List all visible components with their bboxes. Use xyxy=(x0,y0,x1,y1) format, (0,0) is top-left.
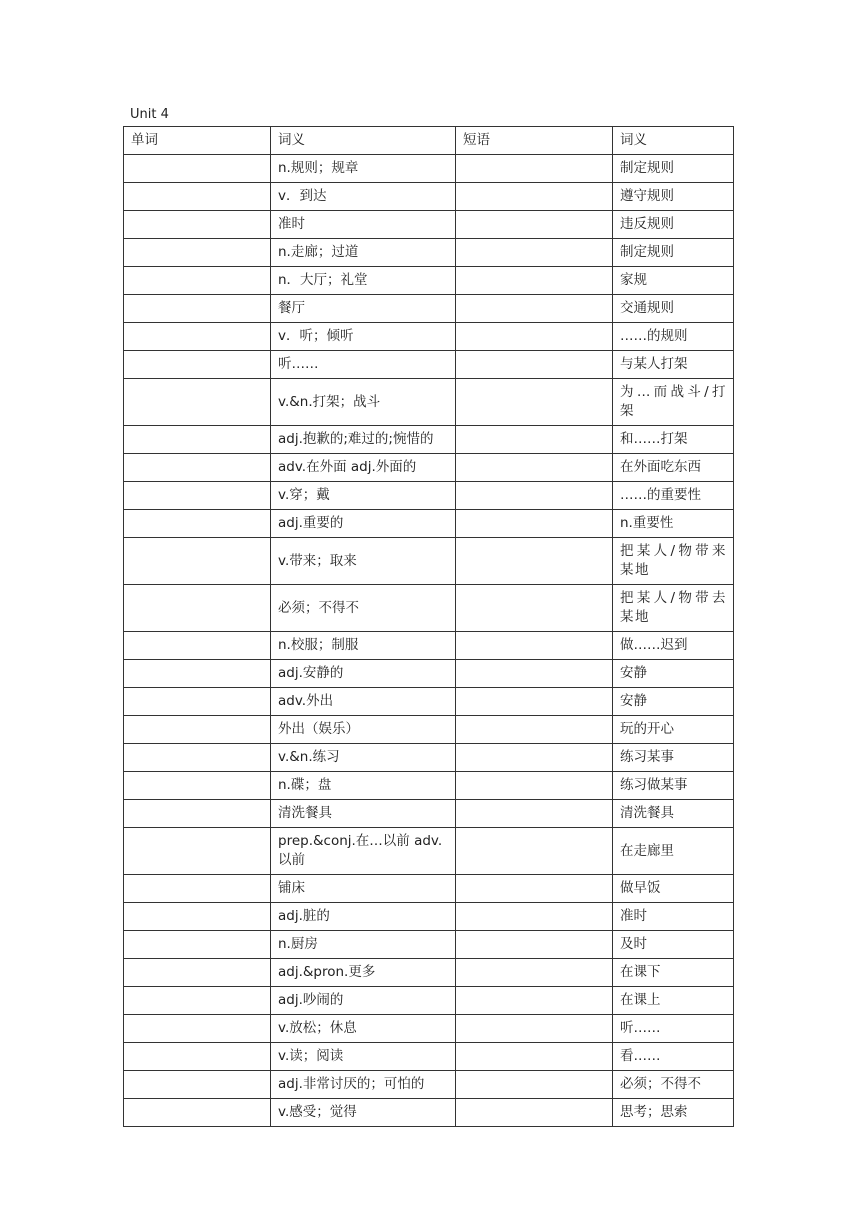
word-cell xyxy=(124,351,271,379)
meaning-cell: v.穿；戴 xyxy=(271,482,456,510)
word-cell xyxy=(124,585,271,632)
word-cell xyxy=(124,744,271,772)
phrase-cell xyxy=(456,426,613,454)
table-row xyxy=(124,585,734,632)
word-cell xyxy=(124,800,271,828)
phrase-meaning-cell: 交通规则 xyxy=(613,295,734,323)
phrase-cell xyxy=(456,772,613,800)
table-row xyxy=(124,688,734,716)
phrase-meaning-cell: 及时 xyxy=(613,931,734,959)
word-cell xyxy=(124,660,271,688)
phrase-meaning-cell: 做早饭 xyxy=(613,875,734,903)
phrase-cell xyxy=(456,454,613,482)
phrase-cell xyxy=(456,660,613,688)
phrase-meaning-cell: 练习做某事 xyxy=(613,772,734,800)
meaning-cell: v.带来；取来 xyxy=(271,538,456,585)
phrase-cell xyxy=(456,482,613,510)
phrase-cell xyxy=(456,744,613,772)
phrase-cell xyxy=(456,903,613,931)
phrase-cell xyxy=(456,1015,613,1043)
meaning-cell: 准时 xyxy=(271,211,456,239)
phrase-meaning-cell: 必须；不得不 xyxy=(613,1071,734,1099)
table-row xyxy=(124,183,734,211)
table-row xyxy=(124,454,734,482)
phrase-meaning-cell: n.重要性 xyxy=(613,510,734,538)
meaning-cell: adj.重要的 xyxy=(271,510,456,538)
word-cell xyxy=(124,903,271,931)
table-row xyxy=(124,1071,734,1099)
table-row xyxy=(124,828,734,875)
word-cell xyxy=(124,931,271,959)
header-phrase-meaning: 词义 xyxy=(613,127,734,155)
phrase-cell xyxy=(456,379,613,426)
phrase-cell xyxy=(456,875,613,903)
phrase-meaning-cell: ……的规则 xyxy=(613,323,734,351)
table-row xyxy=(124,1015,734,1043)
phrase-meaning-cell: 在走廊里 xyxy=(613,828,734,875)
meaning-cell: v.感受；觉得 xyxy=(271,1099,456,1127)
table-header-row xyxy=(124,127,734,155)
meaning-cell: v.放松；休息 xyxy=(271,1015,456,1043)
phrase-cell xyxy=(456,800,613,828)
phrase-cell xyxy=(456,716,613,744)
phrase-cell xyxy=(456,1099,613,1127)
table-row xyxy=(124,1099,734,1127)
word-cell xyxy=(124,239,271,267)
phrase-meaning-cell: 准时 xyxy=(613,903,734,931)
table-row xyxy=(124,482,734,510)
table-row xyxy=(124,903,734,931)
word-cell xyxy=(124,426,271,454)
word-cell xyxy=(124,454,271,482)
meaning-cell: adj.&pron.更多 xyxy=(271,959,456,987)
word-cell xyxy=(124,875,271,903)
meaning-cell: prep.&conj.在…以前 adv.以前 xyxy=(271,828,456,875)
word-cell xyxy=(124,772,271,800)
phrase-meaning-cell: 家规 xyxy=(613,267,734,295)
table-row xyxy=(124,510,734,538)
header-word: 单词 xyxy=(124,127,271,155)
meaning-cell: n.走廊；过道 xyxy=(271,239,456,267)
phrase-meaning-cell: 制定规则 xyxy=(613,155,734,183)
meaning-cell: 外出（娱乐） xyxy=(271,716,456,744)
table-row xyxy=(124,1043,734,1071)
word-cell xyxy=(124,987,271,1015)
meaning-cell: n.规则；规章 xyxy=(271,155,456,183)
word-cell xyxy=(124,323,271,351)
meaning-cell: v．听；倾听 xyxy=(271,323,456,351)
phrase-meaning-cell: 在课下 xyxy=(613,959,734,987)
phrase-meaning-cell: 看…… xyxy=(613,1043,734,1071)
phrase-cell xyxy=(456,632,613,660)
phrase-cell xyxy=(456,688,613,716)
phrase-cell xyxy=(456,183,613,211)
table-row xyxy=(124,351,734,379)
meaning-cell: adj.抱歉的;难过的;惋惜的 xyxy=(271,426,456,454)
phrase-meaning-cell: 在课上 xyxy=(613,987,734,1015)
phrase-cell xyxy=(456,959,613,987)
table-row xyxy=(124,632,734,660)
table-row xyxy=(124,800,734,828)
meaning-cell: n.校服；制服 xyxy=(271,632,456,660)
phrase-cell xyxy=(456,987,613,1015)
header-phrase: 短语 xyxy=(456,127,613,155)
table-row xyxy=(124,538,734,585)
word-cell xyxy=(124,1071,271,1099)
phrase-cell xyxy=(456,931,613,959)
phrase-meaning-cell: 为…而战斗/打架 xyxy=(613,379,734,426)
table-row xyxy=(124,239,734,267)
meaning-cell: v.读；阅读 xyxy=(271,1043,456,1071)
phrase-cell xyxy=(456,538,613,585)
vocabulary-rows xyxy=(124,155,734,1127)
table-row xyxy=(124,379,734,426)
meaning-cell: adj.吵闹的 xyxy=(271,987,456,1015)
word-cell xyxy=(124,267,271,295)
word-cell xyxy=(124,1015,271,1043)
phrase-cell xyxy=(456,239,613,267)
phrase-meaning-cell: 清洗餐具 xyxy=(613,800,734,828)
word-cell xyxy=(124,828,271,875)
meaning-cell: n.厨房 xyxy=(271,931,456,959)
phrase-cell xyxy=(456,1071,613,1099)
table-row xyxy=(124,426,734,454)
table-row xyxy=(124,295,734,323)
meaning-cell: 餐厅 xyxy=(271,295,456,323)
phrase-meaning-cell: 练习某事 xyxy=(613,744,734,772)
phrase-meaning-cell: 在外面吃东西 xyxy=(613,454,734,482)
meaning-cell: 清洗餐具 xyxy=(271,800,456,828)
word-cell xyxy=(124,959,271,987)
word-cell xyxy=(124,1099,271,1127)
word-cell xyxy=(124,295,271,323)
table-row xyxy=(124,323,734,351)
word-cell xyxy=(124,1043,271,1071)
word-cell xyxy=(124,510,271,538)
phrase-cell xyxy=(456,323,613,351)
meaning-cell: adj.脏的 xyxy=(271,903,456,931)
word-cell xyxy=(124,538,271,585)
unit-title: Unit 4 xyxy=(130,107,169,122)
phrase-meaning-cell: 与某人打架 xyxy=(613,351,734,379)
header-meaning: 词义 xyxy=(271,127,456,155)
phrase-cell xyxy=(456,267,613,295)
phrase-cell xyxy=(456,585,613,632)
word-cell xyxy=(124,716,271,744)
phrase-cell xyxy=(456,1043,613,1071)
table-row xyxy=(124,875,734,903)
meaning-cell: v．到达 xyxy=(271,183,456,211)
table-row xyxy=(124,211,734,239)
meaning-cell: 必须；不得不 xyxy=(271,585,456,632)
table-row xyxy=(124,716,734,744)
table-row xyxy=(124,744,734,772)
meaning-cell: adv.在外面 adj.外面的 xyxy=(271,454,456,482)
word-cell xyxy=(124,688,271,716)
phrase-meaning-cell: 把某人/物带去某地 xyxy=(613,585,734,632)
phrase-meaning-cell: 安静 xyxy=(613,688,734,716)
phrase-meaning-cell: 思考；思索 xyxy=(613,1099,734,1127)
phrase-meaning-cell: 把某人/物带来某地 xyxy=(613,538,734,585)
phrase-meaning-cell: 听…… xyxy=(613,1015,734,1043)
phrase-meaning-cell: ……的重要性 xyxy=(613,482,734,510)
phrase-meaning-cell: 做……迟到 xyxy=(613,632,734,660)
word-cell xyxy=(124,379,271,426)
word-cell xyxy=(124,183,271,211)
table-row xyxy=(124,267,734,295)
phrase-meaning-cell: 和……打架 xyxy=(613,426,734,454)
meaning-cell: v.&n.打架；战斗 xyxy=(271,379,456,426)
table-row xyxy=(124,931,734,959)
table-row xyxy=(124,660,734,688)
phrase-cell xyxy=(456,351,613,379)
phrase-meaning-cell: 安静 xyxy=(613,660,734,688)
table-row xyxy=(124,959,734,987)
meaning-cell: 听…… xyxy=(271,351,456,379)
word-cell xyxy=(124,211,271,239)
word-cell xyxy=(124,155,271,183)
word-cell xyxy=(124,482,271,510)
meaning-cell: v.&n.练习 xyxy=(271,744,456,772)
table-row xyxy=(124,772,734,800)
table-row xyxy=(124,987,734,1015)
meaning-cell: adj.非常讨厌的；可怕的 xyxy=(271,1071,456,1099)
phrase-cell xyxy=(456,211,613,239)
phrase-cell xyxy=(456,828,613,875)
vocabulary-table xyxy=(123,126,734,1127)
meaning-cell: adv.外出 xyxy=(271,688,456,716)
phrase-meaning-cell: 制定规则 xyxy=(613,239,734,267)
phrase-cell xyxy=(456,510,613,538)
meaning-cell: n.碟；盘 xyxy=(271,772,456,800)
table-row xyxy=(124,155,734,183)
phrase-cell xyxy=(456,295,613,323)
meaning-cell: 铺床 xyxy=(271,875,456,903)
phrase-meaning-cell: 违反规则 xyxy=(613,211,734,239)
meaning-cell: n．大厅；礼堂 xyxy=(271,267,456,295)
meaning-cell: adj.安静的 xyxy=(271,660,456,688)
phrase-cell xyxy=(456,155,613,183)
word-cell xyxy=(124,632,271,660)
phrase-meaning-cell: 遵守规则 xyxy=(613,183,734,211)
phrase-meaning-cell: 玩的开心 xyxy=(613,716,734,744)
